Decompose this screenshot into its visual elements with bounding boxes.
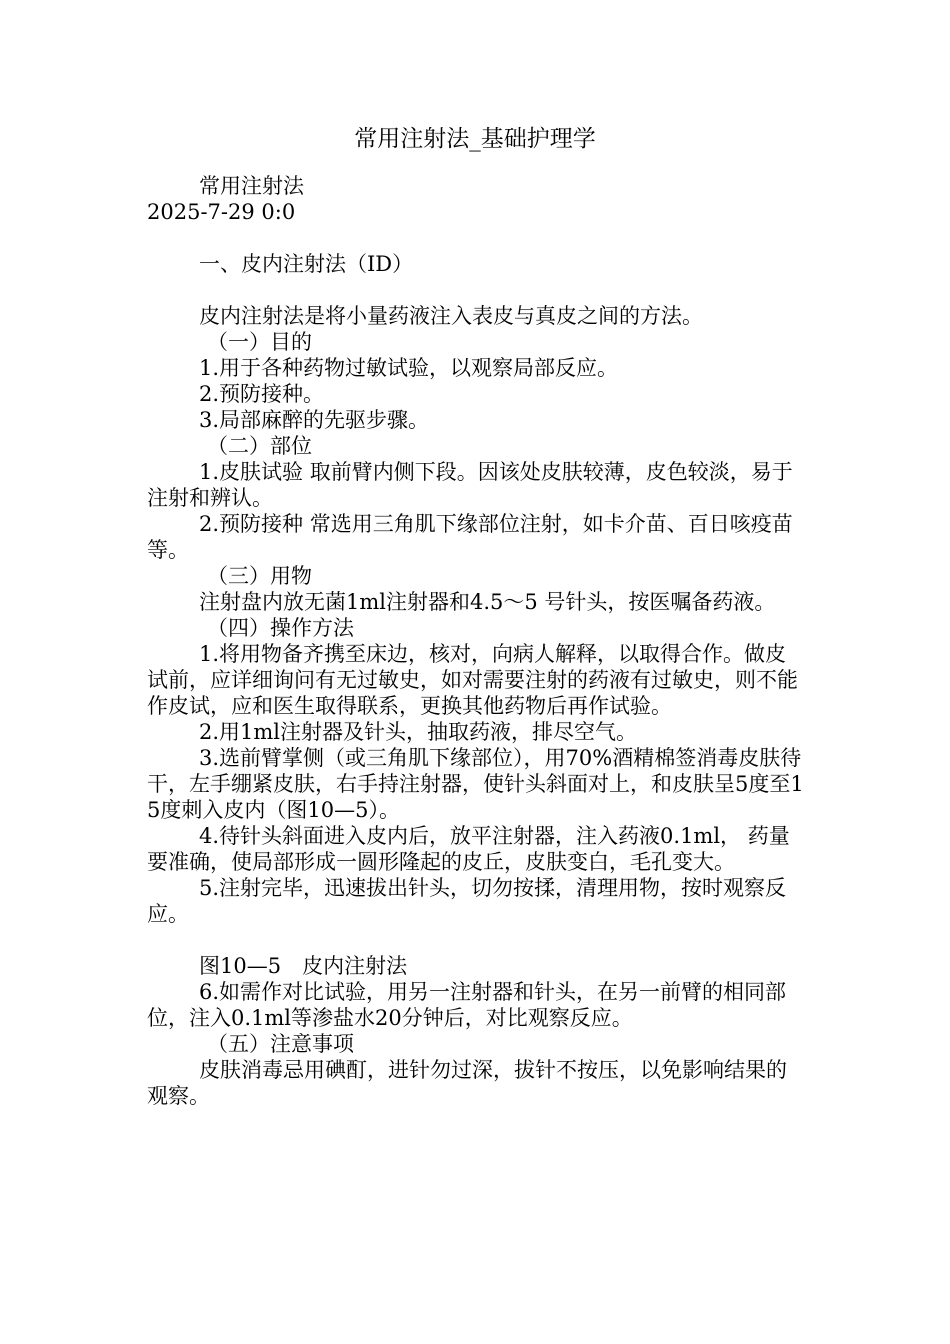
spacer [147,277,807,303]
document-title: 常用注射法_基础护理学 [354,126,596,152]
purpose-item: 2.预防接种。 [199,382,325,406]
method-item: 1.将用物备齐携至床边，核对，向病人解释，以取得合作。做皮试前，应详细询问有无过敏史，如对需要注射的药液有过敏史，则不能作皮试，应和医生取得联系，更换其他药物后再作试验。 [147,642,798,718]
spacer [147,225,807,251]
method-item: 2.用1ml注射器及针头，抽取药液，排尽空气。 [199,720,638,744]
site-item: 2.预防接种 常选用三角肌下缘部位注射，如卡介苗、百日咳疫苗等。 [147,512,793,562]
method-heading: （四）操作方法 [207,616,354,640]
document-body [147,173,807,1109]
supplies-heading: （三）用物 [207,564,312,588]
site-item: 1.皮肤试验 取前臂内侧下段。因该处皮肤较薄，皮色较淡，易于注射和辨认。 [147,460,793,510]
notes-text: 皮肤消毒忌用碘酊，进针勿过深，拔针不按压，以免影响结果的观察。 [147,1058,787,1108]
purpose-heading: （一）目的 [207,330,312,354]
method-item: 3.选前臂掌侧（或三角肌下缘部位），用70%酒精棉签消毒皮肤待干，左手绷紧皮肤，右手持注射器，使针头斜面对上，和皮肤呈5度至15度刺入皮内（图10—5）。 [147,746,804,822]
supplies-text: 注射盘内放无菌1ml注射器和4.5～5 号针头，按医嘱备药液。 [199,590,776,614]
method-item: 5.注射完毕，迅速拔出针头，切勿按揉，清理用物，按时观察反应。 [147,876,787,926]
intro-paragraph: 皮内注射法是将小量药液注入表皮与真皮之间的方法。 [199,304,703,328]
purpose-item: 1.用于各种药物过敏试验，以观察局部反应。 [199,356,619,380]
section-heading: 一、皮内注射法（ID） [199,252,414,276]
spacer [147,927,807,953]
document-subtitle: 常用注射法 [199,174,304,198]
site-heading: （二）部位 [207,434,312,458]
figure-caption: 图10—5 皮内注射法 [199,954,408,978]
purpose-item: 3.局部麻醉的先驱步骤。 [199,408,430,432]
method-item: 6.如需作对比试验，用另一注射器和针头，在另一前臂的相同部位，注入0.1ml等渗盐水20分钟后，对比观察反应。 [147,980,787,1030]
notes-heading: （五）注意事项 [207,1032,354,1056]
document-date: 2025-7-29 0:0 [147,200,296,224]
method-item: 4.待针头斜面进入皮内后，放平注射器，注入药液0.1ml， 药量要准确，使局部形成一圆形隆起的皮丘，皮肤变白，毛孔变大。 [147,824,790,874]
